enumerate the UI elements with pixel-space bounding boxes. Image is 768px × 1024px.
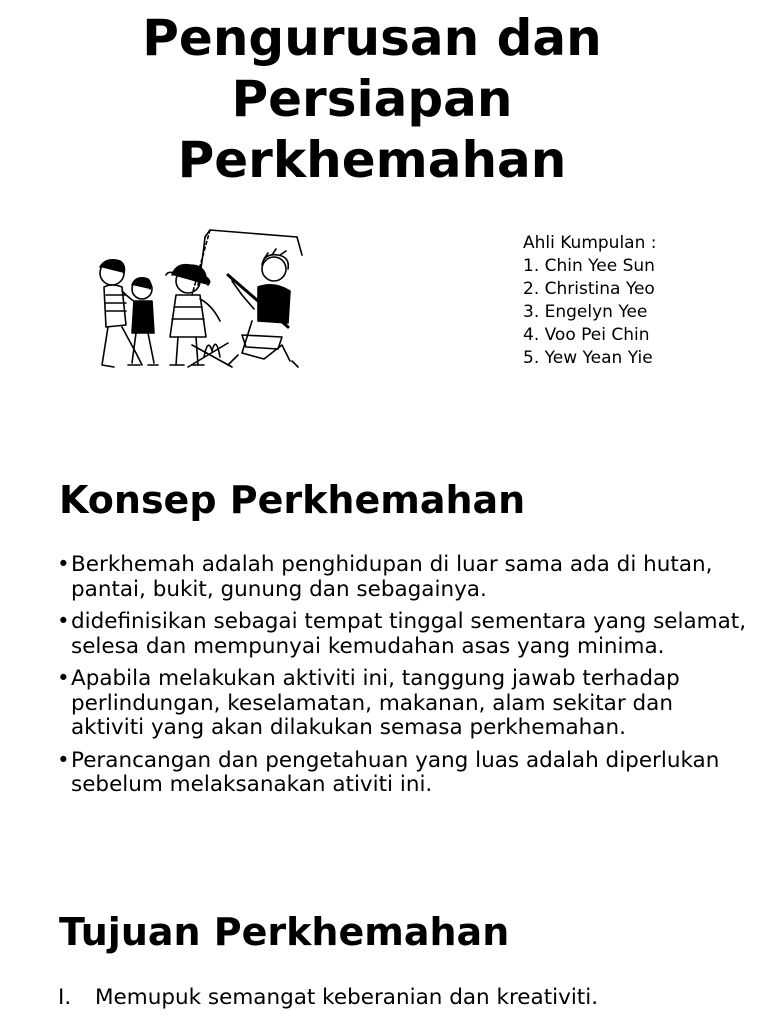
list-item — [57, 610, 747, 659]
group-members — [523, 232, 657, 370]
title-line-3: Perkhemahan — [177, 131, 567, 189]
bullet-icon: • — [57, 552, 70, 577]
section-heading-tujuan: Tujuan Perkhemahan — [59, 910, 510, 954]
member-item: 5. Yew Yean Yie — [523, 348, 653, 368]
list-item — [57, 553, 747, 602]
member-item: 1. Chin Yee Sun — [523, 256, 655, 276]
list-item — [57, 667, 747, 741]
list-item — [57, 749, 747, 798]
list-item-number: I. — [58, 985, 72, 1010]
list-item — [58, 985, 758, 1011]
members-list — [523, 255, 657, 370]
campfire-children-illustration — [92, 225, 304, 375]
title-line-1: Pengurusan dan — [142, 9, 602, 67]
page-title — [0, 8, 744, 191]
members-heading: Ahli Kumpulan : — [523, 233, 657, 253]
list-item-text: Berkhemah adalah penghidupan di luar sama ada di hutan, pantai, bukit, gunung dan sebagainya. — [71, 552, 713, 602]
list-item-text: didefinisikan sebagai tempat tinggal sementara yang selamat, selesa dan mempunyai kemudahan asas yang minima. — [71, 609, 747, 659]
bullet-icon: • — [57, 609, 70, 634]
member-item: 2. Christina Yeo — [523, 279, 655, 299]
member-item: 3. Engelyn Yee — [523, 302, 648, 322]
list-item-text: Apabila melakukan aktiviti ini, tanggung jawab terhadap perlindungan, keselamatan, makanan, alam sekitar dan aktiviti yang akan dilakukan semasa perkhemahan. — [71, 666, 680, 740]
list-item-text: Memupuk semangat keberanian dan kreativiti. — [95, 985, 599, 1010]
konsep-bullet-list — [57, 553, 747, 806]
list-item-text: Perancangan dan pengetahuan yang luas adalah diperlukan sebelum melaksanakan ativiti ini. — [71, 747, 720, 797]
tujuan-list — [58, 985, 758, 1021]
title-line-2: Persiapan — [231, 70, 513, 128]
member-item: 4. Voo Pei Chin — [523, 325, 650, 345]
section-heading-konsep: Konsep Perkhemahan — [59, 478, 526, 522]
bullet-icon: • — [57, 666, 70, 691]
bullet-icon: • — [57, 747, 70, 773]
